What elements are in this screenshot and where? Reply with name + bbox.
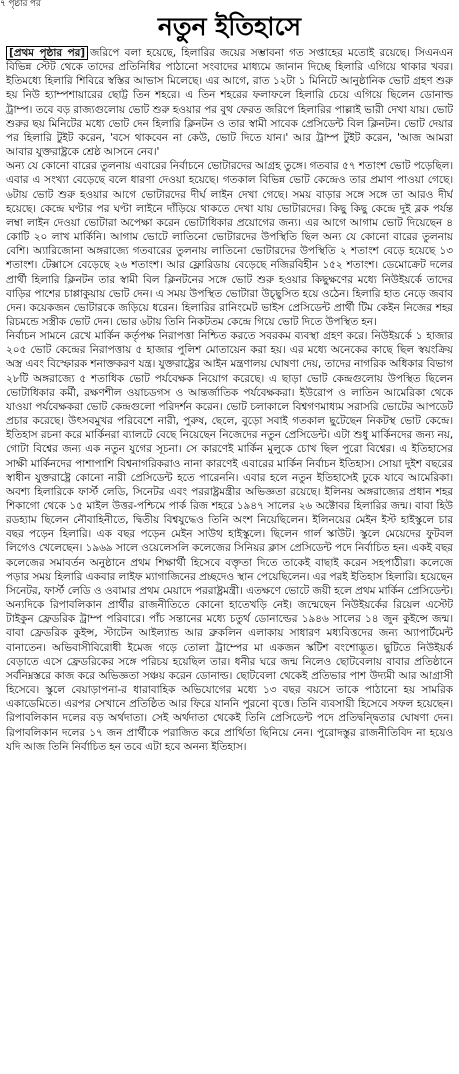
- article-headline: নতুন ইতিহাসে: [157, 12, 302, 41]
- paragraph-text: জরিপে বলা হয়েছে, হিলারির জয়ের সম্ভাবনা গত সপ্তাহের মতোই রয়েছে। সিএনএন বিভিন্ন স্টেট থেকে তাদের প্রতিনিধির পাঠানো সংবাদের মাধ্যমে জানান দিচ্ছে হিলারি এগিয়ে থাকার খবর। ইতিমধ্যে হিলারি শিবিরে স্বস্তির আভাস মিলেছে। এর আগে, রাত ১২টা ১ মিনিটে আনুষ্ঠানিক ভোট গ্রহণ শুরু হয় নিউ হ্যাম্পশায়ারের ছোট্ট তিন শহরে। এ তিন শহরের ফলাফলে হিলারি চেয়ে এগিয়ে ছিলেন ডোনাল্ড ট্রাম্প। তবে বড় রাজ্যগুলোয় ভোট শুরু হওয়ার পর বুথ ফেরত জরিপে হিলারির পাল্লাই ভারী দেখা যায়। ভোট শুরুর ছয় মিনিটের মধ্যে ভোট দেন হিলারি ক্লিনটন ও তার স্বামী সাবেক প্রেসিডেন্ট বিল ক্লিনটন। ভোট দেয়ার পর হিলারি টুইট করেন, 'বসে থাকবেন না কেউ, ভোট দিতে যান।' আর ট্রাম্প টুইট করেন, 'আজ আমরা আবার যুক্তরাষ্ট্রকে শ্রেষ্ঠ আসনে নেব।': [6, 47, 453, 159]
- article-paragraph: অন্য যে কোনো বারের তুলনায় এবারের নির্বাচনে ভোটারদের আগ্রহ তুঙ্গে। গতবার ৫৭ শতাংশ ভোট পড়েছিল। এবার এ সংখ্যা বেড়েছে বলে ধারণা দেওয়া হয়েছে। গতকাল বিভিন্ন ভোট কেন্দ্রেও তার প্রমাণ পাওয়া গেছে। ৬টায় ভোট শুরু হওয়ার আগে ভোটারদের দীর্ঘ লাইন দেখা গেছে। সময় বাড়ার সঙ্গে সঙ্গে তা আরও দীর্ঘ হয়েছে। কেন্দ্রে ঘণ্টার পর ঘণ্টা লাইনে দাঁড়িয়ে থাকতে দেখা যায় ভোটারদের। কিছু কিছু কেন্দ্রে দুই ব্লক পর্যন্ত লম্বা লাইন দেওয়া ভোটারা অপেক্ষা করেন ভোটাধিকার প্রয়োগের জন্য। এর আগে আগাম ভোট দিয়েছেন ৪ কোটি ২০ লাখ মার্কিনি। আগাম ভোটে লাতিনো ভোটারদের উপস্থিতি ছিল অন্য যে কোনো বারের তুলনায় বেশি। অ্যারিজোনা অঙ্গরাজ্যে গতবারের তুলনায় লাতিনো ভোটারদের উপস্থিতি ২ শতাংশ বেড়ে হয়েছে ১৩ শতাংশ। টেক্সাসে বেড়েছে ২৬ শতাংশ। আর ফ্লোরিডায় বেড়েছে নজিরবিহীন ১৫২ শতাংশ। ডেমোক্রেট দলের প্রার্থী হিলারি ক্লিনটন তার স্বামী বিল ক্লিনটনের সঙ্গে ভোট শুরু হওয়ার কিছুক্ষণের মধ্যে নিউইয়র্কে তাদের বাড়ির পাশের চাপ্পাকুয়ায় ভোট দেন। এ সময় উপস্থিত ভোটারা উচ্ছ্বসিত হয়ে ওঠেন। হিলারি হাত নেড়ে জবাব দেন। কয়েকজন ভোটারকে জড়িয়ে ধরেন। হিলারির রানিংমেট ভাইস প্রেসিডেন্ট প্রার্থী টিম কেইন নিজের শহর রিচমন্ডে সস্ত্রীক ভোট দেন। ভোর ৬টায় তিনি নিকটতম কেন্দ্রে গিয়ে ভোট দিতে উপস্থিত হন।: [6, 160, 453, 328]
- continuation-label: [প্রথম পৃষ্ঠার পর]: [6, 46, 88, 60]
- article-paragraph: নির্বাচন সামনে রেখে মার্কিন কর্তৃপক্ষ নিরাপত্তা নিশ্চিত করতে সবরকম ব্যবস্থা গ্রহণ করে। নিউইয়র্কে ১ হাজার ২০৫ ভোট কেন্দ্রের নিরাপত্তায় ৫ হাজার পুলিশ মোতায়েন করা হয়। এর মধ্যে অনেকের কাছে ছিল স্বয়ংক্রিয় অস্ত্র এবং বিস্ফোরক শনাক্তকরণ যন্ত্র। যুক্তরাষ্ট্রের আইন মন্ত্রণালয় ঘোষণা দেয়, তাদের নাগরিক অধিকার বিভাগ ২৮টি অঙ্গরাজ্যে ৫ শতাধিক ভোট পর্যবেক্ষক নিয়োগ করেছে। এ ছাড়া ভোট কেন্দ্রগুলোয় উপস্থিত ছিলেন ভোটাধিকার কর্মী, রক্ষণশীল ওয়াচডগস ও আন্তর্জাতিক পর্যবেক্ষকরা। ইউরোপ ও লাতিন আমেরিকা থেকে যাওয়া পর্যবেক্ষকরা ভোট কেন্দ্রগুলো পরিদর্শন করেন। ভোট চলাকালে বিশ্বগণমাধ্যম সরাসরি ভোটের আপডেট প্রচার করেছে। উৎসবমুখর পরিবেশে নারী, পুরুষ, ছেলে, বুড়ো সবাই গতকাল ছুটেছেন নিকটস্থ ভোট কেন্দ্রে। ইতিহাস রচনা করে মার্কিনরা ব্যালটে বেছে নিয়েছেন নিজেদের নতুন প্রেসিডেন্ট। এটা শুধু মার্কিনদের জন্য নয়, গোটা বিশ্বের জন্য এক নতুন যুগের সূচনা। সে কারণেই মার্কিন মুলুকে চোখ ছিল পুরো বিশ্বের। এ ইতিহাসের সাক্ষী মার্কিনদের পাশাপাশি বিশ্বনাগরিকরাও নানা কারণেই এবারের মার্কিন নির্বাচন ইতিহাস। সোয়া দুইশ বছরের স্বাধীন যুক্তরাষ্ট্রে কোনো নারী প্রেসিডেন্ট হতে পারেননি। এবার হলে নতুন ইতিহাসেই ঢুকে যাবে আমেরিকা। অবশ্য হিলারিকে ফার্স্ট লেডি, সিনেটর এবং পররাষ্ট্রমন্ত্রীর অভিজ্ঞতা রয়েছে। ইলিনয় অঙ্গরাজ্যের প্রধান শহর শিকাগো থেকে ১৫ মাইল উত্তর-পশ্চিমে পার্ক রিজ শহরে ১৯৪৭ সালের ২৬ অক্টোবর হিলারির জন্ম। বাবা হিউ রডহ্যাম ছিলেন নৌবাহিনীতে, দ্বিতীয় বিশ্বযুদ্ধেও তিনি অংশ নিয়েছিলেন। ইলিনয়ের মেইন ইস্ট হাইস্কুলে চার বছর পড়েন হিলারি। এক বছর পড়েন মেইন সাউথ হাইস্কুলে। ছিলেন গার্ল স্কাউট। স্কুলে মেয়েদের ফুটবল লিগেও খেলেছেন। ১৯৬৯ সালে ওয়েলেসলি কলেজের সিনিয়র ক্লাস প্রেসিডেন্ট পদে নির্বাচিত হন। একই বছর কলেজের সমাবর্তন অনুষ্ঠানে প্রথম শিক্ষার্থী হিসেবে বক্তৃতা দিতে তাকেই বাছাই করেন সহপাঠীরা। কলেজে পড়ার সময় হিলারি একবার লাইফ ম্যাগাজিনের প্রচ্ছদেও স্থান পেয়েছিলেন। এর পরই ইতিহাস হিলারি। হয়েছেন সিনেটর, ফার্স্ট লেডি ও ওবামার প্রথম মেয়াদে পররাষ্ট্রমন্ত্রী। এতক্ষণে ভোটে জয়ী হলে প্রথম মার্কিন প্রেসিডেন্ট। অন্যদিকে রিপাবলিকান প্রার্থীর রাজনীতিতে কোনো হাতেখড়ি নেই। জন্মেছেন নিউইয়র্কের রিয়েল এস্টেট টাইকুন ফ্রেডরিক ট্রাম্প পরিবারে। পাঁচ সন্তানের মধ্যে চতুর্থ ডোনাল্ডের ১৯৪৬ সালের ১৪ জুন কুইন্সে জন্ম। বাবা ফ্রেডরিক কুইন্স, স্টাটেন আইল্যান্ড আর ব্রুকলিন এলাকায় সাধারণ মধ্যবিত্তদের জন্য অ্যাপার্টমেন্ট বানাতেন। অভিবাসীবিরোধী ইমেজ গড়ে তোলা ট্রাম্পের মা একজন স্কটিশ বংশোদ্ভূত। ছুটিতে নিউইয়র্ক বেড়াতে এসে ফ্রেডরিকের সঙ্গে পরিচয় হয়েছিল তার। ধনীর ঘরে জন্ম নিলেও ছোটবেলায় বাবার প্রতিষ্ঠানে সর্বনিম্নস্তরে কাজ করে অভিজ্ঞতা সঞ্চয় করেন ডোনাল্ড। ছোটবেলা থেকেই প্রতিভার পাশ উদ্যমী আর আগ্রাসী হিসেবে। স্কুলে বেয়াড়াপনা-র ধারাবাহিক অভিযোগের মধ্যে ১৩ বছর বয়সে তাকে পাঠানো হয় সামরিক একাডেমিতে। এরপর সেখানে প্রতিষ্ঠিত আর ফিরে যাননি পুরনো বৃত্তে। তিনি ব্যবসায়ী হিসেবে সফল হয়েছেন। রিপাবলিকান দলের বড় অর্থদাতা। সেই অর্থদাতা থেকেই তিনি প্রেসিডেন্ট পদে প্রতিদ্বন্দ্বিতার ঘোষণা দেন। রিপাবলিকান দলের ১৭ জন প্রার্থীকে পরাজিত করে প্রার্থিতা ছিনিয়ে নেন। পুরোদস্তুর রাজনীতিবিদ না হয়েও যদি আজ তিনি নির্বাচিত হন তবে এটা হবে অনন্য ইতিহাস।: [6, 330, 453, 753]
- article-paragraph: [6, 46, 453, 159]
- article-body: [6, 46, 453, 1070]
- top-strip-text: ৭ পৃষ্ঠার পর: [0, 0, 41, 9]
